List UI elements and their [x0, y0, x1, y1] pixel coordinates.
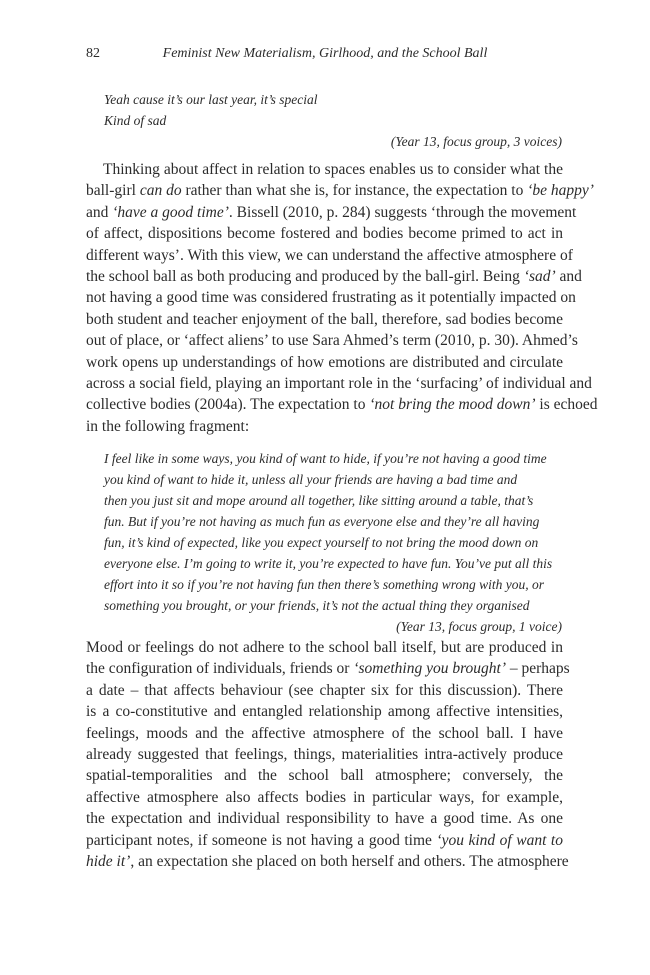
- italic-phrase: can do: [139, 182, 182, 200]
- text-line: ball-girl can do rather than what she is, for instance, the expectation to ‘be happy’: [86, 182, 594, 200]
- quote-line: something you brought, or your friends, it’s not the actual thing they organised: [104, 598, 530, 613]
- quote-line: I feel like in some ways, you kind of want to hide, if you’re not having a good time: [104, 451, 547, 466]
- text-line: out of place, or ‘affect aliens’ to use Sara Ahmed’s term (2010, p. 30). Ahmed’s: [86, 332, 578, 350]
- quote-line: Yeah cause it’s our last year, it’s special: [104, 92, 318, 107]
- text-line: hide it’, an expectation she placed on both herself and others. The atmosphere: [86, 853, 569, 871]
- text-line: different ways’. With this view, we can understand the affective atmosphere of: [86, 246, 573, 264]
- paragraph-1: [86, 159, 598, 437]
- quote-line: fun. But if you’re not having as much fun as everyone else and they’re all having: [104, 514, 540, 529]
- text-line: feelings, moods and the affective atmosphere of the school ball. I have: [86, 724, 563, 742]
- text-line: a date – that affects behaviour (see chapter six for this discussion). There: [86, 681, 563, 699]
- italic-phrase: ‘have a good time’: [112, 203, 229, 221]
- running-head: [86, 46, 564, 66]
- block-quote-1: [104, 89, 562, 152]
- text-line: already suggested that feelings, things, materialities intra-actively produce: [86, 746, 563, 764]
- italic-phrase: ‘not bring the mood down’: [369, 396, 536, 414]
- text-line: in the following fragment:: [86, 417, 250, 435]
- text-line: the expectation and individual responsibility to have a good time. As one: [86, 810, 563, 828]
- italic-phrase: ‘you kind of want to: [436, 831, 563, 849]
- text-line: the school ball as both producing and produced by the ball-girl. Being ‘sad’ and: [86, 268, 582, 286]
- italic-phrase: ‘be happy’: [527, 182, 594, 200]
- paragraph-2: [86, 637, 570, 872]
- quote-line: you kind of want to hide it, unless all your friends are having a bad time and: [104, 472, 518, 487]
- italic-phrase: ‘sad’: [523, 268, 556, 286]
- text-line: Mood or feelings do not adhere to the school ball itself, but are produced in: [86, 639, 563, 656]
- text-line: and ‘have a good time’. Bissell (2010, p. 284) suggests ‘through the movement: [86, 203, 577, 221]
- running-title: Feminist New Materialism, Girlhood, and the School Ball: [162, 46, 488, 61]
- quote-attribution: (Year 13, focus group, 1 voice): [396, 619, 562, 634]
- text-line: not having a good time was considered frustrating as it potentially impacted on: [86, 289, 576, 307]
- quote-line: fun, it’s kind of expected, like you expect yourself to not bring the mood down on: [104, 535, 539, 550]
- text-line: participant notes, if someone is not having a good time ‘you kind of want to: [86, 831, 563, 849]
- quote-line: everyone else. I’m going to write it, you’re expected to have fun. You’ve put all this: [104, 556, 553, 571]
- text-line: across a social field, playing an important role in the ‘surfacing’ of individual and: [86, 375, 592, 393]
- text-line: both student and teacher enjoyment of the ball, therefore, sad bodies become: [86, 310, 563, 328]
- text-line: the configuration of individuals, friends or ‘something you brought’ – perhaps: [86, 660, 570, 678]
- quote-attribution: (Year 13, focus group, 3 voices): [390, 134, 562, 149]
- quote-line: Kind of sad: [104, 113, 167, 128]
- text-line: is a co-constitutive and entangled relationship among affective intensities,: [86, 703, 563, 721]
- quote-line: then you just sit and mope around all together, like sitting around a table, that’s: [104, 493, 534, 508]
- text-line: affective atmosphere also affects bodies in particular ways, for example,: [86, 788, 563, 806]
- text-line: Thinking about affect in relation to spaces enables us to consider what the: [103, 161, 563, 178]
- text-line: of affect, dispositions become fostered and bodies become primed to act in: [86, 225, 563, 243]
- quote-line: effort into it so if you’re not having fun then there’s something wrong with you, or: [104, 577, 544, 592]
- italic-phrase: hide it’: [86, 853, 131, 871]
- text-line: spatial-temporalities and the school ball atmosphere; conversely, the: [86, 767, 563, 785]
- block-quote-2: [104, 448, 562, 637]
- text-line: work opens up understandings of how emotions are distributed and circulate: [86, 353, 563, 371]
- text-line: collective bodies (2004a). The expectation to ‘not bring the mood down’ is echoed: [86, 396, 598, 414]
- page-number: 82: [86, 46, 100, 61]
- italic-phrase: ‘something you brought’: [353, 660, 507, 678]
